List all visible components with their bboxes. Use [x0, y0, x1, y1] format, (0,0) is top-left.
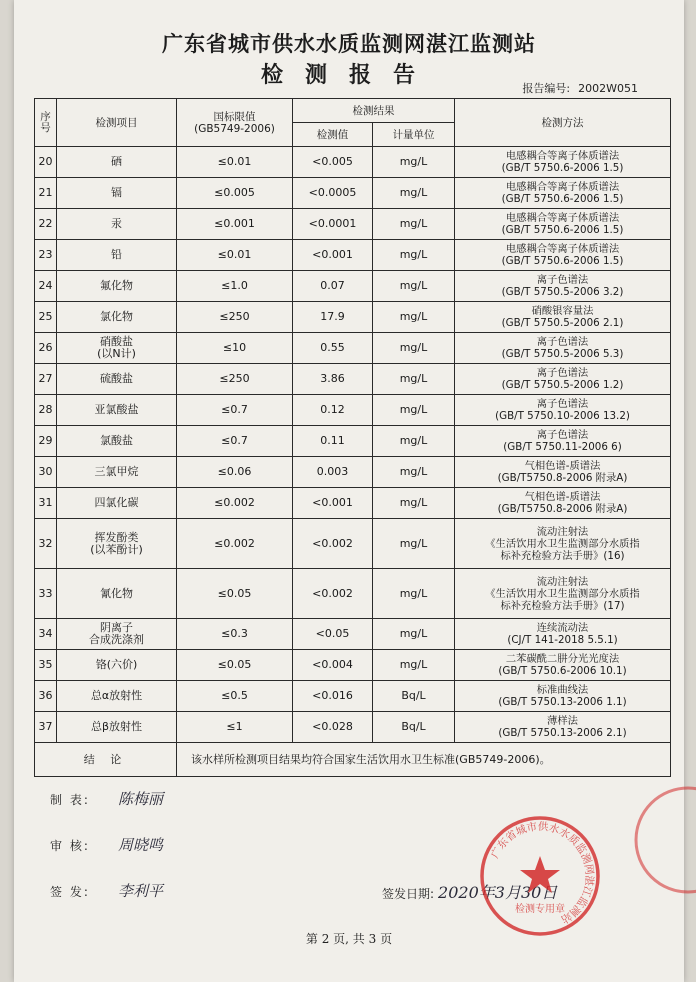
row-method: [455, 333, 671, 364]
row-method: [455, 619, 671, 650]
issued-signature: 李利平: [118, 882, 164, 900]
row-method1-text: 硝酸银容量法: [531, 305, 594, 317]
header-method: 检测方法: [455, 99, 671, 147]
seal-arc-text: 广东省城市供水水质监测网湛江监测站: [489, 820, 596, 926]
row-unit-text: mg/L: [399, 465, 428, 478]
row-limit-text: ≤0.01: [217, 155, 252, 168]
row-limit: [177, 333, 293, 364]
row-value: [293, 712, 373, 743]
row-method1-text: 电感耦合等离子体质谱法: [505, 181, 620, 193]
row-item-text: 铅: [111, 248, 122, 261]
row-item-text: 硝酸盐: [100, 335, 133, 348]
row-item: [57, 302, 177, 333]
report-page: [14, 0, 684, 982]
row-value-text: <0.05: [315, 627, 350, 640]
row-item: [57, 364, 177, 395]
row-method1-text: 流动注射法: [536, 575, 589, 588]
row-unit: [373, 209, 455, 240]
row-unit: [373, 271, 455, 302]
page-number: 第 2 页, 共 3 页: [305, 932, 393, 946]
row-value: [293, 271, 373, 302]
row-value-text: <0.001: [312, 496, 353, 509]
results-table: [34, 98, 671, 777]
row-seq: [35, 333, 57, 364]
row-seq-text: 28: [38, 403, 53, 416]
row-method2-text: (GB/T 5750.5-2006 2.1): [501, 317, 624, 329]
row-unit-text: mg/L: [399, 536, 428, 550]
row-limit: [177, 569, 293, 619]
issued-label: 签 发:: [50, 885, 90, 899]
row-method: [455, 147, 671, 178]
row-value: [293, 681, 373, 712]
row-item-note: 合成洗涤剂: [89, 633, 144, 646]
row-seq-text: 37: [38, 720, 53, 733]
row-method2-text: 《生活饮用水卫生监测部分水质指: [485, 537, 640, 550]
row-method1-text: 离子色谱法: [536, 274, 589, 286]
row-limit: [177, 681, 293, 712]
row-method2-text: (GB/T 5750.11-2006 6): [503, 441, 622, 453]
header-limit-label: 国标限值: [213, 110, 256, 123]
row-item: [57, 569, 177, 619]
row-limit-text: ≤10: [222, 341, 247, 354]
row-limit-text: ≤0.3: [221, 627, 248, 640]
row-unit: [373, 681, 455, 712]
row-method2-text: (GB/T5750.8-2006 附录A): [497, 472, 628, 484]
table-row: [35, 457, 671, 488]
row-seq: [35, 650, 57, 681]
row-method1-text: 流动注射法: [536, 525, 589, 538]
row-value-text: <0.028: [312, 720, 353, 733]
row-method2-text: (GB/T 5750.13-2006 2.1): [498, 727, 627, 739]
row-unit-text: mg/L: [399, 434, 428, 447]
row-value: [293, 650, 373, 681]
row-limit-text: ≤250: [219, 372, 250, 385]
row-item-text: 硒: [111, 155, 122, 168]
row-limit-text: ≤0.05: [217, 658, 252, 671]
row-item-text: 四氯化碳: [94, 496, 139, 509]
row-unit-text: mg/L: [399, 217, 428, 230]
row-seq: [35, 519, 57, 569]
row-seq: [35, 426, 57, 457]
row-unit-text: mg/L: [399, 310, 428, 323]
row-value: [293, 569, 373, 619]
row-item: [57, 426, 177, 457]
row-limit: [177, 488, 293, 519]
row-value-text: <0.005: [312, 155, 353, 168]
row-item-text: 铬(六价): [95, 658, 138, 671]
row-unit: [373, 457, 455, 488]
row-method: [455, 364, 671, 395]
row-value-text: <0.0001: [308, 217, 357, 230]
row-method: [455, 209, 671, 240]
row-seq-text: 35: [38, 658, 53, 671]
row-unit-text: mg/L: [399, 586, 428, 600]
row-seq: [35, 569, 57, 619]
row-method1-text: 电感耦合等离子体质谱法: [505, 212, 620, 224]
table-row: [35, 271, 671, 302]
row-unit: [373, 240, 455, 271]
row-unit: [373, 364, 455, 395]
table-row: [35, 240, 671, 271]
partial-seal-ring: [636, 788, 696, 892]
row-item: [57, 209, 177, 240]
row-seq: [35, 147, 57, 178]
row-limit-text: ≤0.05: [217, 586, 252, 600]
row-item: [57, 333, 177, 364]
row-unit: [373, 712, 455, 743]
row-method2-text: (GB/T 5750.6-2006 1.5): [501, 255, 624, 267]
row-item-text: 总α放射性: [90, 689, 143, 702]
row-limit: [177, 364, 293, 395]
row-unit-text: Bq/L: [401, 720, 426, 733]
reviewed-signature: 周晓鸣: [118, 836, 164, 854]
report-number-label: 报告编号:: [522, 82, 571, 95]
row-seq-text: 22: [38, 217, 53, 230]
header-limit: [177, 99, 293, 147]
row-limit-text: ≤0.01: [217, 248, 252, 261]
row-seq-text: 29: [38, 434, 53, 447]
row-method2-text: 《生活饮用水卫生监测部分水质指: [485, 587, 640, 600]
row-limit: [177, 178, 293, 209]
row-seq: [35, 681, 57, 712]
row-item-text: 氰化物: [100, 586, 133, 600]
row-limit: [177, 147, 293, 178]
issue-date-label: 签发日期:: [382, 887, 435, 901]
row-value: [293, 395, 373, 426]
row-seq-text: 36: [38, 689, 53, 702]
row-method: [455, 681, 671, 712]
row-limit-text: ≤1: [226, 720, 243, 733]
row-item: [57, 240, 177, 271]
table-row: [35, 681, 671, 712]
row-limit-text: ≤0.005: [214, 186, 255, 199]
row-value: [293, 333, 373, 364]
row-value: [293, 519, 373, 569]
row-value-text: <0.0005: [308, 186, 357, 199]
row-unit: [373, 395, 455, 426]
row-limit: [177, 395, 293, 426]
row-seq-text: 24: [38, 279, 53, 292]
report-number: [522, 80, 638, 96]
row-unit: [373, 302, 455, 333]
row-method: [455, 240, 671, 271]
row-seq: [35, 364, 57, 395]
row-unit: [373, 488, 455, 519]
partial-seal: [626, 780, 696, 900]
row-value-text: <0.002: [312, 586, 353, 600]
row-method2-text: (GB/T 5750.5-2006 1.2): [501, 379, 624, 391]
row-value: [293, 209, 373, 240]
header-limit-standard: (GB5749-2006): [194, 122, 275, 135]
row-method2-text: (GB/T 5750.6-2006 1.5): [501, 162, 624, 174]
row-method: [455, 569, 671, 619]
row-method3-text: 标补充检验方法手册》(16): [500, 549, 625, 562]
row-method1-text: 薄样法: [547, 715, 578, 727]
row-value: [293, 240, 373, 271]
row-unit-text: mg/L: [399, 341, 428, 354]
row-unit: [373, 333, 455, 364]
row-item-text: 亚氯酸盐: [94, 403, 139, 416]
row-method: [455, 426, 671, 457]
row-item: [57, 519, 177, 569]
row-value-text: <0.016: [312, 689, 353, 702]
row-unit-text: mg/L: [399, 279, 428, 292]
row-seq: [35, 619, 57, 650]
row-unit: [373, 147, 455, 178]
row-item-text: 汞: [111, 217, 122, 230]
row-unit-text: mg/L: [399, 248, 428, 261]
reviewed-by: [50, 834, 163, 855]
row-method: [455, 650, 671, 681]
row-value-text: 17.9: [320, 310, 345, 323]
official-seal: [476, 812, 604, 940]
row-method: [455, 178, 671, 209]
header-seq: 序号: [35, 99, 57, 147]
row-seq-text: 34: [38, 627, 53, 640]
table-row: [35, 209, 671, 240]
table-row: [35, 395, 671, 426]
row-seq-text: 21: [38, 186, 53, 199]
table-row: [35, 426, 671, 457]
row-method: [455, 395, 671, 426]
row-item-text: 氟化物: [100, 279, 133, 292]
row-unit-text: mg/L: [399, 658, 428, 671]
row-value: [293, 488, 373, 519]
row-item-text: 阴离子: [100, 621, 133, 634]
row-seq: [35, 488, 57, 519]
prepared-signature: 陈梅丽: [118, 790, 164, 808]
row-item: [57, 712, 177, 743]
row-unit: [373, 519, 455, 569]
row-seq-text: 30: [38, 465, 53, 478]
row-seq: [35, 712, 57, 743]
row-unit-text: mg/L: [399, 186, 428, 199]
row-method: [455, 457, 671, 488]
row-method2-text: (GB/T 5750.6-2006 1.5): [501, 224, 624, 236]
header-item: 检测项目: [57, 99, 177, 147]
row-limit-text: ≤0.001: [214, 217, 255, 230]
row-value: [293, 147, 373, 178]
row-limit: [177, 457, 293, 488]
header-value: 检测值: [293, 123, 373, 147]
row-method2-text: (GB/T 5750.5-2006 5.3): [501, 348, 624, 360]
row-seq-text: 32: [38, 536, 53, 550]
row-limit-text: ≤1.0: [221, 279, 248, 292]
row-method: [455, 712, 671, 743]
row-limit-text: ≤0.002: [214, 536, 255, 550]
row-limit: [177, 650, 293, 681]
row-item-text: 总β放射性: [90, 720, 143, 733]
row-method1-text: 电感耦合等离子体质谱法: [505, 243, 620, 255]
row-limit: [177, 712, 293, 743]
row-value-text: 0.55: [320, 341, 345, 354]
row-limit: [177, 619, 293, 650]
row-seq-text: 26: [38, 341, 53, 354]
seal-star-icon: [520, 856, 560, 893]
row-value: [293, 364, 373, 395]
row-value: [293, 302, 373, 333]
row-seq: [35, 240, 57, 271]
report-number-value: 2002W051: [578, 82, 638, 95]
row-unit-text: mg/L: [399, 496, 428, 509]
row-item: [57, 650, 177, 681]
row-method1-text: 离子色谱法: [536, 367, 589, 379]
row-limit: [177, 519, 293, 569]
row-value-text: 0.07: [320, 279, 345, 292]
report-title: 广东省城市供水水质监测网湛江监测站: [162, 31, 536, 56]
row-method1-text: 气相色谱-质谱法: [524, 491, 601, 503]
row-limit-text: ≤250: [219, 310, 250, 323]
row-item: [57, 271, 177, 302]
row-item-text: 氯化物: [100, 310, 133, 323]
row-method1-text: 离子色谱法: [536, 336, 589, 348]
row-item: [57, 147, 177, 178]
row-item: [57, 488, 177, 519]
row-limit: [177, 302, 293, 333]
table-row: [35, 619, 671, 650]
row-seq-text: 27: [38, 372, 53, 385]
row-seq: [35, 209, 57, 240]
row-value-text: <0.001: [312, 248, 353, 261]
row-item-text: 镉: [111, 186, 122, 199]
row-limit-text: ≤0.06: [217, 465, 252, 478]
header-result: 检测结果: [293, 99, 455, 123]
row-item-text: 氯酸盐: [100, 434, 133, 447]
header-unit: 计量单位: [373, 123, 455, 147]
row-unit-text: mg/L: [399, 627, 428, 640]
row-value: [293, 426, 373, 457]
row-value-text: 0.12: [320, 403, 345, 416]
row-item-text: 挥发酚类: [94, 530, 139, 544]
row-limit-text: ≤0.7: [221, 403, 248, 416]
row-item-text: 三氯甲烷: [94, 465, 139, 478]
row-method2-text: (GB/T5750.8-2006 附录A): [497, 503, 628, 515]
row-unit-text: Bq/L: [401, 689, 426, 702]
row-limit: [177, 271, 293, 302]
prepared-by: [50, 788, 163, 809]
table-row: [35, 569, 671, 619]
row-seq: [35, 302, 57, 333]
table-row: [35, 147, 671, 178]
table-row: [35, 364, 671, 395]
row-limit-text: ≤0.7: [221, 434, 248, 447]
table-row: [35, 488, 671, 519]
row-value: [293, 178, 373, 209]
row-unit-text: mg/L: [399, 372, 428, 385]
table-row: [35, 519, 671, 569]
row-seq-text: 33: [38, 586, 53, 600]
row-unit: [373, 426, 455, 457]
row-method2-text: (CJ/T 141-2018 5.5.1): [507, 634, 618, 646]
row-limit: [177, 426, 293, 457]
row-seq-text: 23: [38, 248, 53, 261]
conclusion-label: 结 论: [35, 743, 177, 777]
row-limit: [177, 209, 293, 240]
row-method: [455, 302, 671, 333]
row-seq-text: 25: [38, 310, 53, 323]
row-unit-text: mg/L: [399, 155, 428, 168]
row-limit-text: ≤0.5: [221, 689, 248, 702]
seal-sub-text: 检测专用章: [515, 904, 565, 915]
row-method3-text: 标补充检验方法手册》(17): [500, 599, 625, 612]
row-unit: [373, 619, 455, 650]
row-limit: [177, 240, 293, 271]
row-value-text: <0.002: [312, 536, 353, 550]
row-item: [57, 681, 177, 712]
row-item: [57, 178, 177, 209]
table-row: [35, 712, 671, 743]
row-value-text: <0.004: [312, 658, 353, 671]
row-unit-text: mg/L: [399, 403, 428, 416]
row-item-note: (以N计): [97, 347, 136, 360]
issued-by: [50, 880, 163, 901]
table-row: [35, 333, 671, 364]
row-item: [57, 619, 177, 650]
row-value-text: 3.86: [320, 372, 345, 385]
conclusion-text: 该水样所检测项目结果均符合国家生活饮用水卫生标准(GB5749-2006)。: [177, 743, 671, 777]
prepared-label: 制 表:: [50, 793, 90, 807]
row-seq-text: 31: [38, 496, 53, 509]
row-item: [57, 395, 177, 426]
row-method1-text: 气相色谱-质谱法: [524, 460, 601, 472]
row-method1-text: 离子色谱法: [536, 398, 589, 410]
row-method1-text: 标准曲线法: [536, 684, 589, 696]
row-method1-text: 二苯碳酰二肼分光光度法: [505, 653, 620, 665]
table-row: [35, 650, 671, 681]
row-value-text: 0.003: [316, 465, 349, 478]
row-method2-text: (GB/T 5750.6-2006 1.5): [501, 193, 624, 205]
row-value: [293, 457, 373, 488]
row-seq: [35, 271, 57, 302]
row-method: [455, 271, 671, 302]
reviewed-label: 审 核:: [50, 839, 90, 853]
row-item: [57, 457, 177, 488]
row-item-text: 硫酸盐: [100, 372, 133, 385]
row-unit: [373, 650, 455, 681]
report-subtitle: 检测报告: [260, 62, 437, 88]
table-row: [35, 178, 671, 209]
row-item-note: (以苯酚计): [90, 542, 143, 556]
row-seq: [35, 395, 57, 426]
row-method: [455, 488, 671, 519]
row-seq: [35, 178, 57, 209]
row-value-text: 0.11: [320, 434, 345, 447]
table-row: [35, 302, 671, 333]
row-method2-text: (GB/T 5750.10-2006 13.2): [495, 410, 630, 422]
row-method2-text: (GB/T 5750.5-2006 3.2): [501, 286, 624, 298]
row-value: [293, 619, 373, 650]
row-seq: [35, 457, 57, 488]
row-method1-text: 离子色谱法: [536, 429, 589, 441]
row-method1-text: 电感耦合等离子体质谱法: [505, 150, 620, 162]
row-method1-text: 连续流动法: [536, 622, 589, 634]
row-method2-text: (GB/T 5750.6-2006 10.1): [498, 665, 627, 677]
row-unit: [373, 569, 455, 619]
row-unit: [373, 178, 455, 209]
row-seq-text: 20: [38, 155, 53, 168]
row-method2-text: (GB/T 5750.13-2006 1.1): [498, 696, 627, 708]
row-limit-text: ≤0.002: [214, 496, 255, 509]
row-method: [455, 519, 671, 569]
issue-date-value: 2020年3月30日: [438, 883, 558, 902]
